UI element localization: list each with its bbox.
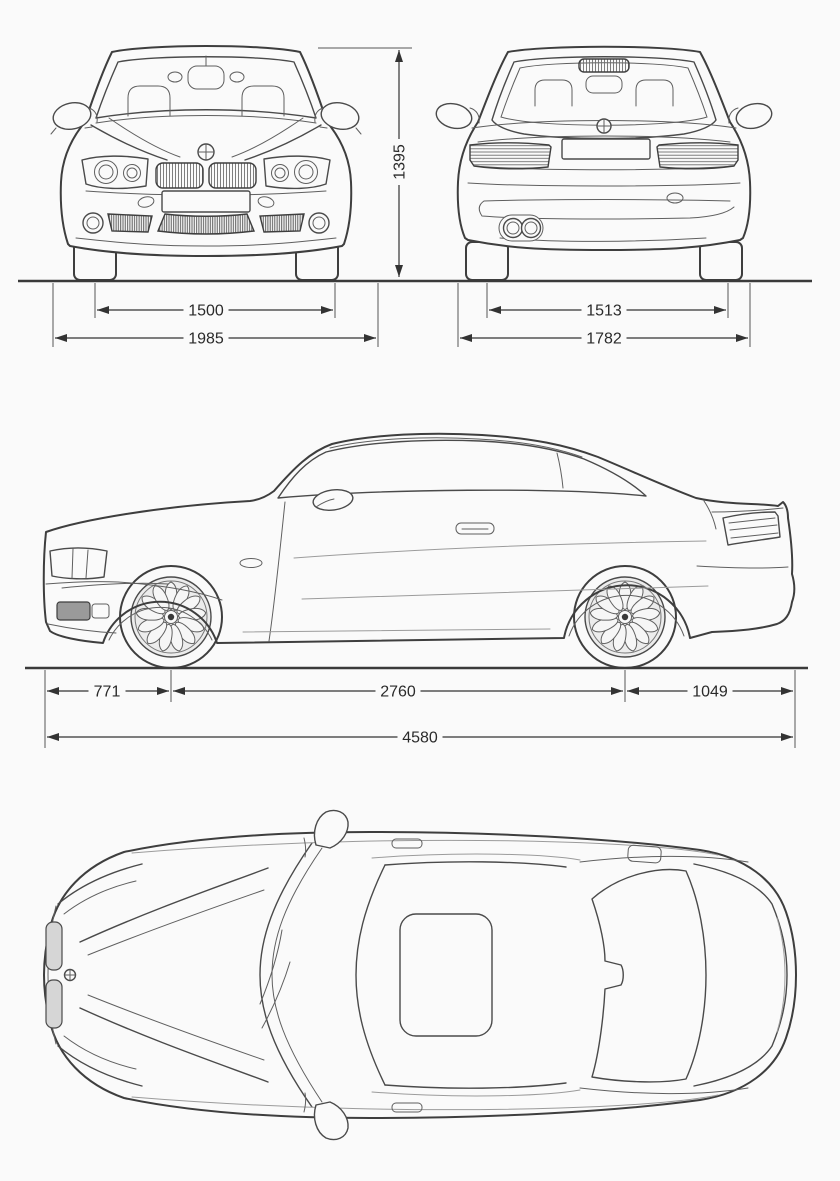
side-headlight bbox=[50, 548, 107, 579]
rear-left-mirror bbox=[434, 100, 480, 132]
side-view bbox=[44, 434, 795, 668]
top-bmw-roundel-icon bbox=[65, 970, 76, 981]
dim-rear-overhang-label: 1049 bbox=[692, 683, 728, 701]
dim-wheelbase-label: 2760 bbox=[380, 683, 416, 701]
dim-rear-track bbox=[487, 283, 728, 320]
dim-rear-overhang bbox=[627, 670, 795, 748]
front-right-headlight bbox=[264, 156, 330, 188]
dim-front-overhang bbox=[45, 670, 171, 748]
front-wheel bbox=[120, 566, 222, 668]
front-view bbox=[51, 46, 362, 280]
dim-overall-length bbox=[47, 728, 793, 747]
dim-overall-length-label: 4580 bbox=[402, 729, 438, 747]
bmw-roundel-icon bbox=[198, 144, 214, 160]
rear-bmw-roundel-icon bbox=[597, 119, 611, 133]
rear-wheel bbox=[574, 566, 676, 668]
rear-license-plate bbox=[562, 139, 650, 159]
top-body-outline bbox=[44, 832, 796, 1118]
dim-rear-track-label: 1513 bbox=[586, 302, 622, 320]
rear-right-mirror bbox=[729, 100, 775, 132]
front-left-headlight bbox=[82, 156, 148, 188]
side-mirror bbox=[312, 487, 354, 512]
dim-front-track-label: 1500 bbox=[188, 302, 224, 320]
dim-front-track bbox=[95, 283, 335, 320]
exhaust-pipes bbox=[499, 215, 543, 241]
rear-interior-mirror-icon bbox=[586, 76, 622, 93]
dim-rear-width-label: 1782 bbox=[586, 330, 622, 348]
side-taillight bbox=[723, 512, 780, 545]
dim-front-overall-width-label: 1985 bbox=[188, 330, 224, 348]
dim-wheelbase bbox=[173, 670, 625, 702]
front-lower-intakes bbox=[108, 214, 304, 234]
side-windows bbox=[278, 438, 646, 498]
third-brake-light bbox=[579, 59, 629, 72]
side-fog-intake bbox=[57, 602, 109, 620]
dim-height-label: 1395 bbox=[391, 144, 409, 180]
rear-view bbox=[434, 47, 775, 280]
front-license-plate bbox=[162, 191, 250, 212]
top-view bbox=[44, 810, 796, 1139]
dim-front-overhang-label: 771 bbox=[93, 683, 121, 701]
